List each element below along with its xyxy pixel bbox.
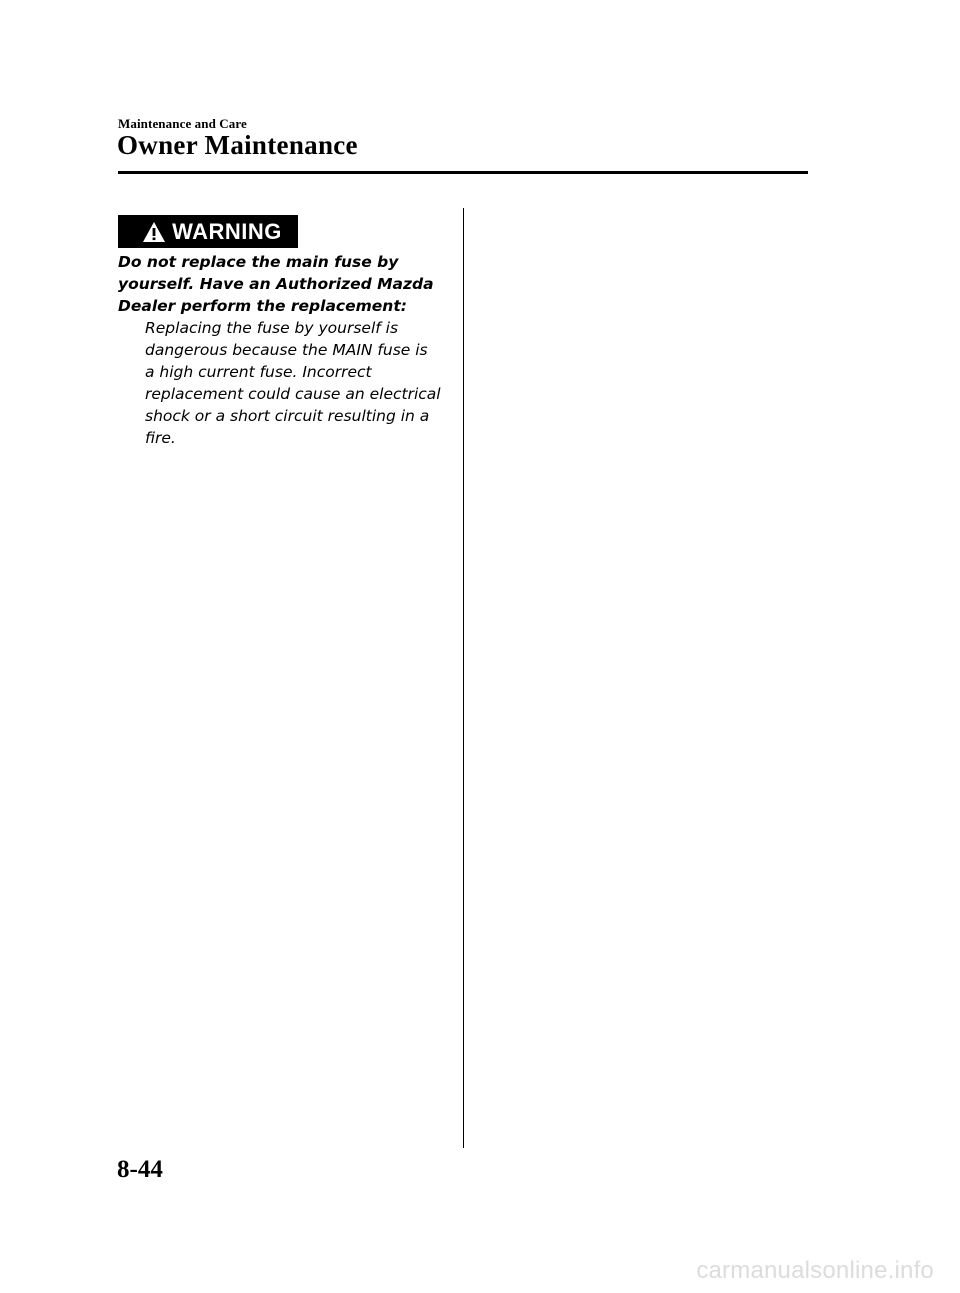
warning-detail: Replacing the fuse by yourself is dangerous because the MAIN fuse is a high current fuse. Incorrect replacement could cause an electrical shock or a short circuit resulting in a fire. xyxy=(145,319,441,447)
exclamation-triangle-icon xyxy=(142,221,166,243)
warning-banner xyxy=(118,215,298,248)
warning-body xyxy=(118,251,448,449)
page-title: Owner Maintenance xyxy=(117,130,358,160)
title-rule xyxy=(118,171,808,174)
footer-watermark: carmanualsonline.info xyxy=(696,1257,934,1284)
column-divider xyxy=(463,208,464,1148)
warning-label: WARNING xyxy=(172,218,282,244)
page-number: 8-44 xyxy=(117,1156,163,1183)
section-label: Maintenance and Care xyxy=(118,116,247,131)
warning-heading: Do not replace the main fuse by yourself. Have an Authorized Mazda Dealer perform the replacement: xyxy=(118,253,434,315)
